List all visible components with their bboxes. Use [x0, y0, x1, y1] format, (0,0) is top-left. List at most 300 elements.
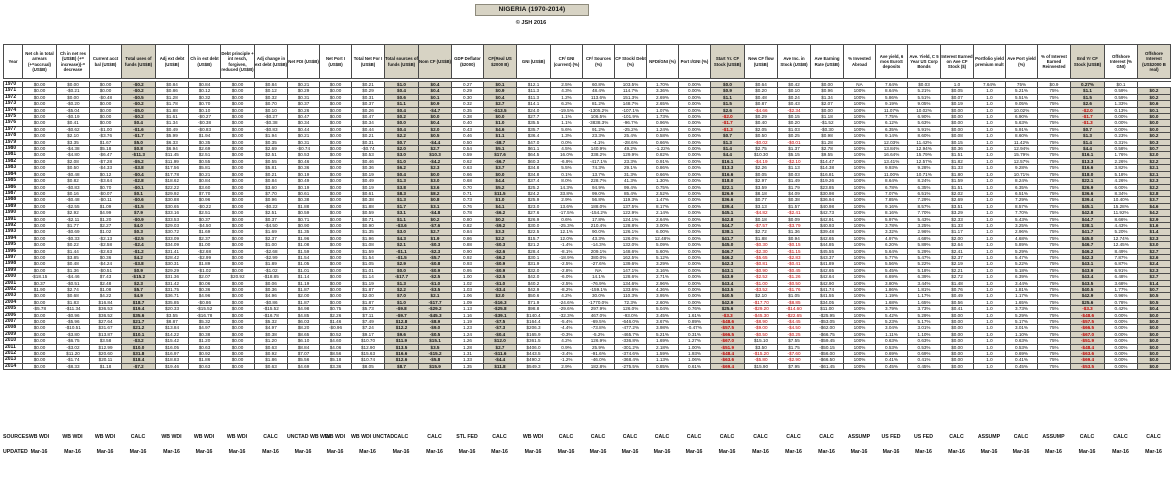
table-cell: $0.00 — [23, 94, 57, 100]
table-row — [4, 363, 1171, 369]
table-cell: $0.00 — [90, 88, 122, 94]
table-cell: $0.63 — [189, 363, 221, 369]
table-cell: $30.1 — [517, 254, 551, 260]
table-cell: $0.35 — [255, 139, 288, 145]
table-cell: -$0.4 — [484, 331, 517, 337]
updated-cell: Mar-16 — [1145, 449, 1162, 455]
table-cell: $9.17 — [352, 331, 385, 337]
table-cell: 0.69% — [908, 351, 941, 357]
table-cell: $20.11 — [90, 357, 122, 363]
table-cell: -$3.4 — [484, 287, 517, 293]
table-cell: 0.63% — [908, 338, 941, 344]
table-cell: $1.80 — [941, 171, 974, 177]
updated-cell: Mar-16 — [980, 449, 998, 455]
table-cell: $0.00 — [320, 203, 352, 209]
table-cell: $0.00 — [221, 280, 255, 286]
table-cell: $0.21 — [352, 133, 385, 139]
table-cell: -$1.7 — [711, 120, 745, 126]
table-cell: $25.2 — [517, 184, 551, 190]
table-cell: 1.65% — [1006, 299, 1038, 305]
table-cell: $5.32 — [255, 319, 288, 325]
table-cell: $0.2 — [419, 216, 452, 222]
table-cell: $17.56 — [156, 165, 189, 171]
table-cell: $1.96 — [288, 235, 320, 241]
table-cell: 75% — [1038, 222, 1071, 228]
table-cell: $0.00 — [320, 184, 352, 190]
table-cell: 0.92 — [452, 254, 484, 260]
table-cell: -$0.96 — [320, 325, 352, 331]
table-cell: 0.27 — [452, 82, 484, 88]
table-cell: $4.96 — [189, 293, 221, 299]
table-cell: -$0.3 — [484, 242, 517, 248]
spacer-cell — [1138, 79, 1171, 82]
table-cell: $4.60 — [320, 338, 352, 344]
year-cell: 1991 — [4, 216, 23, 222]
column-header: Portfolio yield premium mult — [974, 45, 1006, 79]
table-cell: $35.7 — [517, 126, 551, 132]
column-header: Offshore Interest (% GNI) — [1105, 45, 1138, 79]
table-cell: 126.0% — [615, 235, 647, 241]
table-cell: -$0.9 — [419, 267, 452, 273]
table-cell: -$2.13 — [90, 235, 122, 241]
table-cell: -$1.5 — [122, 203, 156, 209]
table-cell: $0.00 — [221, 338, 255, 344]
table-cell: 1.59% — [647, 351, 679, 357]
table-cell: 0.93 — [452, 261, 484, 267]
table-cell: $3.0 — [419, 178, 452, 184]
table-cell: $0.00 — [811, 107, 844, 113]
table-cell: 3.00% — [647, 222, 679, 228]
table-cell: 0.00% — [679, 280, 711, 286]
table-cell: $0.5 — [1138, 299, 1171, 305]
table-cell: $43.5 — [711, 287, 745, 293]
table-cell: -$0.1 — [122, 184, 156, 190]
table-cell: 0.66% — [647, 171, 679, 177]
table-cell: -$2.5 — [419, 274, 452, 280]
table-cell: $3.0 — [1138, 242, 1171, 248]
table-cell: 3.36% — [647, 88, 679, 94]
table-cell: 0.50 — [452, 139, 484, 145]
table-cell: $1.33 — [941, 222, 974, 228]
table-cell: $4.0 — [122, 222, 156, 228]
table-cell: 0.00% — [679, 178, 711, 184]
table-cell: 0.00% — [1105, 338, 1138, 344]
table-cell: -$9.2 — [484, 222, 517, 228]
column-header: Net ch in total arrears (+=accrual) (US$B) — [23, 45, 57, 79]
table-cell: $0.00 — [23, 158, 57, 164]
table-cell: $0.0 — [1138, 312, 1171, 318]
table-cell: -$4.50 — [255, 222, 288, 228]
table-cell: $0.0 — [1138, 120, 1171, 126]
table-cell: 6.00% — [1105, 184, 1138, 190]
table-cell: 100% — [844, 165, 876, 171]
table-cell: 0.82 — [452, 222, 484, 228]
table-cell: $35.5 — [517, 120, 551, 126]
table-cell: $2.1 — [419, 293, 452, 299]
table-cell: $45.1 — [711, 210, 745, 216]
table-cell: $4.9 — [122, 293, 156, 299]
table-cell: $0.00 — [941, 357, 974, 363]
source-cell: US FED — [881, 434, 901, 440]
table-cell: -$2.8 — [122, 178, 156, 184]
table-cell: -$29.2 — [419, 306, 452, 312]
table-cell: $0.56 — [941, 299, 974, 305]
table-cell: $45.0 — [711, 242, 745, 248]
table-cell: $0.20 — [745, 88, 778, 94]
table-cell: $1.4 — [1071, 139, 1105, 145]
table-cell: 0.00% — [679, 287, 711, 293]
table-cell: 0.59% — [1105, 88, 1138, 94]
table-cell: -$1.2 — [122, 248, 156, 254]
table-cell: -$5.7 — [419, 254, 452, 260]
table-cell: 1.0 — [974, 274, 1006, 280]
table-cell: $3.5 — [419, 344, 452, 350]
table-cell: -$57.5 — [1071, 319, 1105, 325]
table-cell: $1.19 — [288, 280, 320, 286]
updated-cell: Mar-16 — [96, 449, 114, 455]
table-cell: 5.77% — [876, 254, 908, 260]
table-cell: 0.00% — [679, 274, 711, 280]
table-cell: $0.4 — [419, 88, 452, 94]
table-cell: -$0.2 — [122, 88, 156, 94]
table-cell: $1.28 — [156, 94, 189, 100]
table-cell: -2.5% — [551, 261, 583, 267]
table-cell: -$0.86 — [189, 299, 221, 305]
table-cell: 29.1% — [615, 165, 647, 171]
table-cell: -$16.78 — [189, 312, 221, 318]
table-cell: $11.45 — [156, 152, 189, 158]
table-cell: 1.13 — [452, 306, 484, 312]
table-cell: 1.93% — [679, 351, 711, 357]
table-cell: $0.59 — [352, 210, 385, 216]
table-cell: $0.31 — [288, 139, 320, 145]
table-cell: 100% — [844, 133, 876, 139]
table-cell: 0.00% — [679, 107, 711, 113]
table-cell: $7.43 — [90, 274, 122, 280]
table-cell: 0.89% — [679, 319, 711, 325]
year-cell: 1995 — [4, 242, 23, 248]
table-cell: $13.5 — [385, 344, 419, 350]
column-header: GNI (US$B) — [517, 45, 551, 79]
table-cell: $0.00 — [23, 293, 57, 299]
column-header: Current acct bal (US$B) — [90, 45, 122, 79]
table-cell: -$0.74 — [288, 146, 320, 152]
table-cell: $0.00 — [221, 344, 255, 350]
table-cell: $2.72 — [941, 274, 974, 280]
table-cell: 0.66 — [452, 171, 484, 177]
table-cell: $0.48 — [57, 261, 90, 267]
table-cell: $4.6 — [484, 126, 517, 132]
table-cell: 148.7% — [615, 101, 647, 107]
table-cell: 5.51% — [908, 94, 941, 100]
table-cell: $12.2 — [385, 325, 419, 331]
table-cell: $1.79 — [778, 184, 811, 190]
table-cell: $1.02 — [90, 229, 122, 235]
table-cell: 5.29% — [1006, 248, 1038, 254]
table-cell: $3.1 — [419, 203, 452, 209]
table-cell: 75% — [1038, 319, 1071, 325]
table-cell: 75% — [1038, 126, 1071, 132]
source-cell: CALC — [719, 434, 735, 440]
table-cell: -417.1% — [583, 158, 615, 164]
table-cell: -$0.8 — [419, 261, 452, 267]
table-cell: $13.3 — [711, 165, 745, 171]
table-cell: $42.3 — [1071, 254, 1105, 260]
table-cell: 100% — [844, 299, 876, 305]
table-cell: $31.36 — [156, 274, 189, 280]
table-cell: 0.31% — [1105, 139, 1138, 145]
table-cell: $0.7 — [1138, 287, 1171, 293]
table-cell: $0.15 — [778, 114, 811, 120]
year-cell: 1994 — [4, 235, 23, 241]
source-cell: CALC — [1113, 434, 1128, 440]
year-cell: 2010 — [4, 338, 23, 344]
table-cell: -368.4% — [615, 357, 647, 363]
table-cell: $4.22 — [90, 293, 122, 299]
table-cell: $2.37 — [189, 235, 221, 241]
table-cell: $0.37 — [288, 101, 320, 107]
table-cell: 15.79% — [1006, 152, 1038, 158]
table-cell: 5.42% — [876, 312, 908, 318]
table-cell: $0.00 — [23, 126, 57, 132]
table-cell: $7.11 — [352, 312, 385, 318]
table-cell: 100% — [844, 120, 876, 126]
table-cell: $36.52 — [90, 312, 122, 318]
table-cell: -$4.19 — [745, 158, 778, 164]
table-cell: -$2.11 — [57, 216, 90, 222]
table-cell: $2.51 — [189, 210, 221, 216]
table-cell: $164.4 — [517, 319, 551, 325]
table-cell: -$2.52 — [745, 274, 778, 280]
table-cell: 10.02% — [1006, 107, 1038, 113]
table-cell: -$2.83 — [778, 254, 811, 260]
table-cell: -$3.3 — [1071, 306, 1105, 312]
table-cell: 3.78% — [876, 222, 908, 228]
table-cell: 6.12% — [876, 120, 908, 126]
table-cell: 100% — [844, 139, 876, 145]
table-cell: $0.26 — [352, 107, 385, 113]
table-cell: 100% — [844, 107, 876, 113]
table-cell: -$1.02 — [189, 267, 221, 273]
table-cell: $1.36 — [778, 229, 811, 235]
table-cell: 1.0 — [974, 114, 1006, 120]
table-cell: $0.00 — [941, 344, 974, 350]
table-cell: 2.69% — [647, 94, 679, 100]
table-cell: $0.44 — [288, 126, 320, 132]
source-cell: CALC — [263, 434, 278, 440]
table-cell: 100% — [844, 88, 876, 94]
year-cell: 1982 — [4, 158, 23, 164]
table-cell: 72.3% — [615, 299, 647, 305]
table-cell: -$0.96 — [57, 312, 90, 318]
table-cell: $1.33 — [941, 165, 974, 171]
table-cell: $1.46 — [320, 319, 352, 325]
table-cell: $4.2 — [122, 254, 156, 260]
table-cell: -$0.81 — [745, 261, 778, 267]
table-cell: $2.64 — [941, 242, 974, 248]
table-cell: $1.35 — [352, 229, 385, 235]
table-cell: $1.08 — [288, 242, 320, 248]
table-cell: 0.23% — [1105, 133, 1138, 139]
table-cell: 7.70% — [1006, 210, 1038, 216]
table-cell: 75% — [1038, 287, 1071, 293]
table-cell: 0.76% — [679, 306, 711, 312]
table-cell: 13.84% — [876, 146, 908, 152]
table-cell: -$5.78 — [23, 306, 57, 312]
table-cell: 0.00% — [679, 101, 711, 107]
table-cell: $2.69 — [255, 146, 288, 152]
table-cell: -$3.80 — [57, 331, 90, 337]
table-cell: $206.3 — [517, 325, 551, 331]
table-cell: $2.05 — [745, 126, 778, 132]
table-cell: 0.00% — [1105, 344, 1138, 350]
table-cell: 100% — [844, 287, 876, 293]
table-cell: $0.00 — [23, 133, 57, 139]
table-cell: $5.2 — [484, 184, 517, 190]
table-cell: $0.21 — [288, 82, 320, 88]
table-cell: $2.00 — [941, 235, 974, 241]
table-cell: $0.00 — [320, 139, 352, 145]
table-cell: $32.0 — [517, 267, 551, 273]
table-cell: -$1.74 — [57, 357, 90, 363]
table-cell: $0.25 — [778, 133, 811, 139]
table-cell: $4.2 — [1138, 210, 1171, 216]
table-cell: 2.64% — [647, 216, 679, 222]
table-cell: $0.4 — [419, 82, 452, 88]
table-cell: 12.94% — [908, 146, 941, 152]
table-cell: $0.00 — [221, 261, 255, 267]
table-cell: $2.0 — [1138, 152, 1171, 158]
table-cell: 12.1% — [551, 229, 583, 235]
table-cell: $0.00 — [221, 178, 255, 184]
table-cell: 9.14% — [876, 133, 908, 139]
table-cell: $2.37 — [941, 254, 974, 260]
table-cell: $0.00 — [90, 82, 122, 88]
table-cell: -$16.3 — [484, 299, 517, 305]
source-cell: CALC — [1146, 434, 1161, 440]
table-cell: $0.37 — [255, 216, 288, 222]
table-cell: $4.96 — [255, 293, 288, 299]
table-cell: $0.10 — [189, 107, 221, 113]
table-cell: $2.00 — [352, 293, 385, 299]
table-cell: $40.2 — [517, 280, 551, 286]
table-cell: -19.5% — [551, 107, 583, 113]
table-cell: $1.4 — [711, 146, 745, 152]
table-cell: $4.4 — [711, 152, 745, 158]
table-cell: -$1.00 — [90, 126, 122, 132]
table-cell: $11.00 — [811, 306, 844, 312]
table-cell: 100% — [844, 338, 876, 344]
table-cell: $5.1 — [484, 146, 517, 152]
table-cell: $0.00 — [221, 133, 255, 139]
table-cell: 0.76 — [452, 203, 484, 209]
table-cell: -$1.0 — [484, 280, 517, 286]
table-cell: 467.0% — [583, 312, 615, 318]
table-cell: 3.29% — [647, 261, 679, 267]
table-cell: $0.00 — [320, 222, 352, 228]
table-cell: 99.0% — [583, 190, 615, 196]
table-cell: $9.55 — [811, 152, 844, 158]
table-cell: 8.64% — [876, 88, 908, 94]
table-cell: $2.3 — [1138, 178, 1171, 184]
table-cell: $0.90 — [352, 222, 385, 228]
table-cell: $3.58 — [90, 338, 122, 344]
table-cell: $0.00 — [221, 152, 255, 158]
table-cell: -$4.50 — [189, 222, 221, 228]
table-cell: $1.83 — [57, 299, 90, 305]
table-cell: $36.71 — [156, 293, 189, 299]
table-cell: -$14.60 — [778, 306, 811, 312]
table-cell: $2.51 — [255, 152, 288, 158]
table-cell: 75% — [1038, 158, 1071, 164]
table-cell: $0.00 — [941, 126, 974, 132]
table-cell: -$56.00 — [811, 351, 844, 357]
table-cell: -$4.80 — [57, 152, 90, 158]
table-cell: $1.5 — [711, 101, 745, 107]
table-cell: $0.70 — [90, 184, 122, 190]
updated-cell: Mar-16 — [752, 449, 769, 455]
column-header: Port I/GNI (%) — [679, 45, 711, 79]
source-cell-label: SOURCES — [3, 434, 29, 440]
table-cell: -$1.02 — [255, 267, 288, 273]
table-cell: $0.06 — [189, 280, 221, 286]
table-cell: $2.6 — [1071, 101, 1105, 107]
table-cell: $1.01 — [288, 267, 320, 273]
table-cell: $0.6 — [385, 94, 419, 100]
table-cell: $1.20 — [189, 338, 221, 344]
table-cell: $0.0 — [1138, 351, 1171, 357]
table-cell: $33.53 — [156, 216, 189, 222]
table-cell: -5.2% — [583, 331, 615, 337]
table-cell: 0.00% — [679, 165, 711, 171]
table-cell: 1.31 — [452, 351, 484, 357]
year-cell: 2000 — [4, 274, 23, 280]
table-cell: 0.29 — [452, 88, 484, 94]
table-cell: $0.7 — [1071, 126, 1105, 132]
table-cell: 100% — [844, 184, 876, 190]
table-cell: $0.38 — [778, 197, 811, 203]
table-cell: $19.46 — [156, 363, 189, 369]
table-cell: $15.10 — [745, 338, 778, 344]
table-cell: 1.0 — [974, 319, 1006, 325]
table-cell: 1.0 — [974, 242, 1006, 248]
table-cell: 25.4% — [615, 133, 647, 139]
table-cell: $1.82 — [941, 158, 974, 164]
table-cell: 14.1% — [583, 274, 615, 280]
table-cell: 75% — [1038, 197, 1071, 203]
table-cell: $0.00 — [941, 363, 974, 369]
table-cell: 10.02% — [908, 107, 941, 113]
table-cell: $2.21 — [941, 267, 974, 273]
table-cell: 75% — [1038, 146, 1071, 152]
table-cell: 100% — [844, 146, 876, 152]
table-cell: $0.8 — [122, 146, 156, 152]
table-cell: 2.96% — [1006, 229, 1038, 235]
table-cell: 8.57% — [1006, 203, 1038, 209]
table-cell: -$1.15 — [778, 248, 811, 254]
table-cell: 5.29% — [908, 248, 941, 254]
table-cell: 0.00% — [1105, 312, 1138, 318]
table-cell: $30.31 — [156, 261, 189, 267]
table-cell: 75% — [1038, 293, 1071, 299]
table-cell: $0.00 — [320, 107, 352, 113]
table-cell: $9.6 — [385, 331, 419, 337]
table-cell: 110.3% — [615, 293, 647, 299]
table-cell: 75% — [1038, 114, 1071, 120]
table-cell: $0.63 — [255, 363, 288, 369]
table-cell: $3.7 — [1138, 197, 1171, 203]
table-cell: $10.0 — [122, 344, 156, 350]
